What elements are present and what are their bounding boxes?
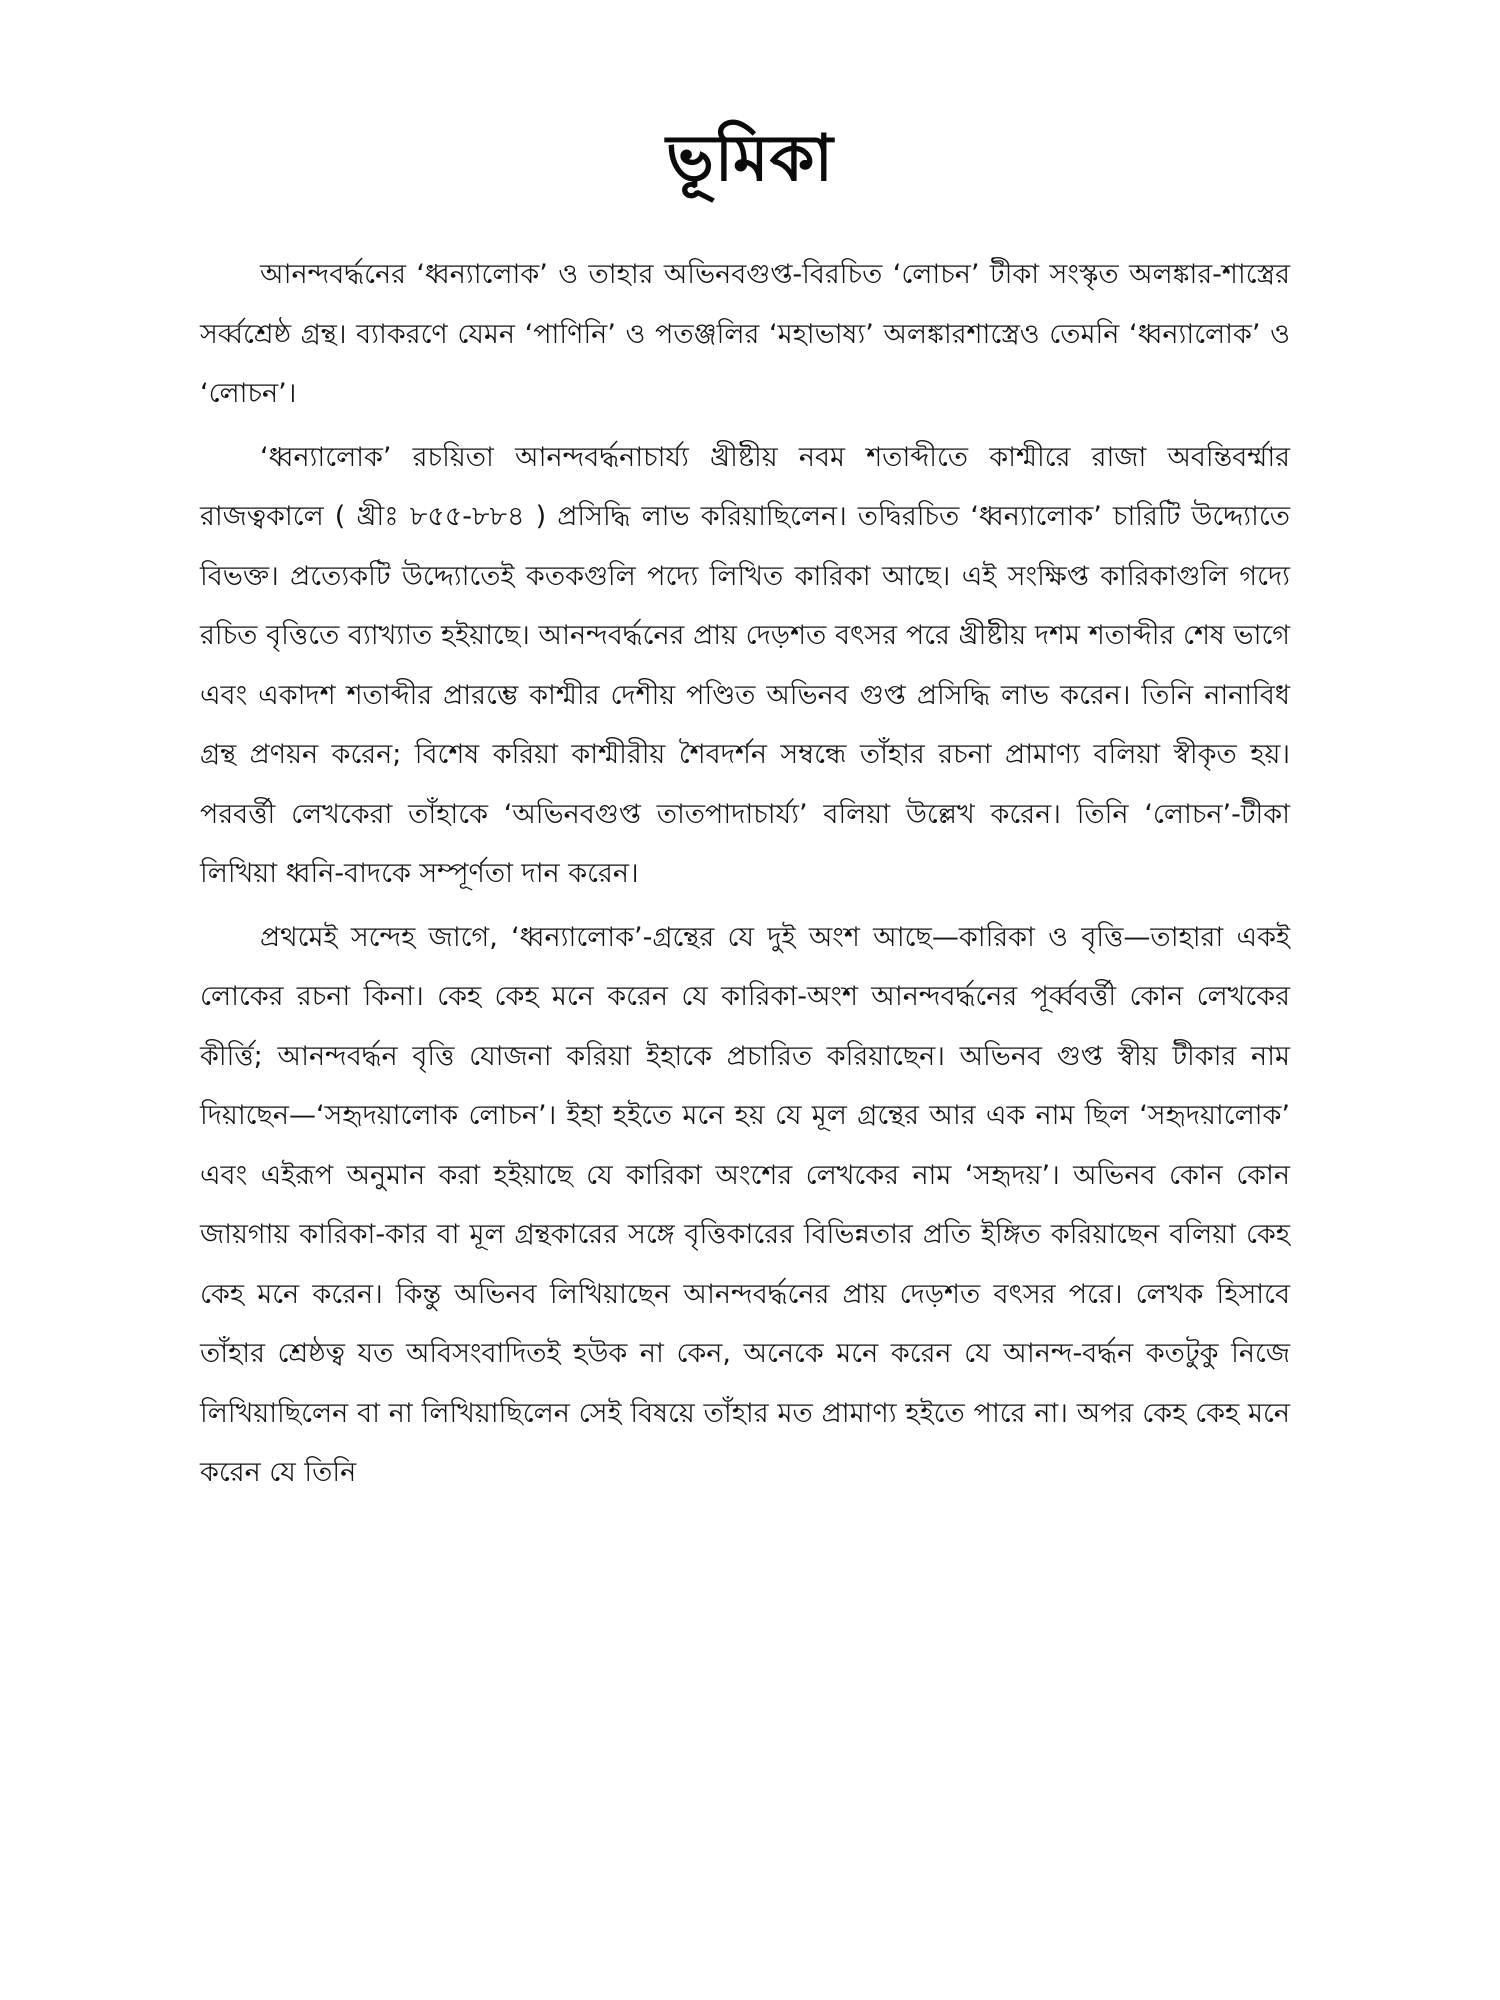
paragraph-3: প্রথমেই সন্দেহ জাগে, ‘ধ্বন্যালোক’-গ্রন্থের যে দুই অংশ আছে—কারিকা ও বৃত্তি—তাহারা একই লোকের রচনা কিনা। কেহ কেহ মনে করেন যে কারিকা-অংশ আনন্দবৰ্দ্ধনের পূর্ব্ববর্ত্তী কোন লেখকের কীর্ত্তি; আনন্দবৰ্দ্ধন বৃত্তি যোজনা করিয়া ইহাকে প্রচারিত করিয়াছেন। অভিনব গুপ্ত স্বীয় টীকার নাম দিয়াছেন—‘সহৃদয়ালোক লোচন’। ইহা হইতে মনে হয় যে মূল গ্রন্থের আর এক নাম ছিল ‘সহৃদয়ালোক’ এবং এইরূপ অনুমান করা হইয়াছে যে কারিকা অংশের লেখকের নাম ‘সহৃদয়’। অভিনব কোন কোন জায়গায় কারিকা-কার বা মূল গ্রন্থকারের সঙ্গে বৃত্তিকারের বিভিন্নতার প্রতি ইঙ্গিত করিয়াছেন বলিয়া কেহ কেহ মনে করেন। কিন্তু অভিনব লিখিয়াছেন আনন্দবৰ্দ্ধনের প্রায় দেড়শত বৎসর পরে। লেখক হিসাবে তাঁহার শ্রেষ্ঠত্ব যত অবিসংবাদিতই হউক না কেন, অনেকে মনে করেন যে আনন্দ-বৰ্দ্ধন কতটুকু নিজে লিখিয়াছিলেন বা না লিখিয়াছিলেন সেই বিষয়ে তাঁহার মত প্রামাণ্য হইতে পারে না। অপর কেহ কেহ মনে করেন যে তিনি	[200, 921, 1290, 1488]
paragraph-2: ‘ধ্বন্যালোক’ রচয়িতা আনন্দবৰ্দ্ধনাচার্য্য খ্রীষ্টীয় নবম শতাব্দীতে কাশ্মীরে রাজা অবন্তিবর্ম্মার রাজত্বকালে ( খ্রীঃ ৮৫৫-৮৮৪ ) প্রসিদ্ধি লাভ করিয়াছিলেন। তদ্বিরচিত ‘ধ্বন্যালোক’ চারিটি উদ্দ্যোতে বিভক্ত। প্রত্যেকটি উদ্দ্যোতেই কতকগুলি পদ্যে লিখিত কারিকা আছে। এই সংক্ষিপ্ত কারিকাগুলি গদ্যে রচিত বৃত্তিতে ব্যাখ্যাত হইয়াছে। আনন্দবৰ্দ্ধনের প্রায় দেড়শত বৎসর পরে খ্রীষ্টীয় দশম শতাব্দীর শেষ ভাগে এবং একাদশ শতাব্দীর প্রারম্ভে কাশ্মীর দেশীয় পণ্ডিত অভিনব গুপ্ত প্রসিদ্ধি লাভ করেন। তিনি নানাবিধ গ্রন্থ প্রণয়ন করেন; বিশেষ করিয়া কাশ্মীরীয় শৈবদর্শন সম্বন্ধে তাঁহার রচনা প্রামাণ্য বলিয়া স্বীকৃত হয়। পরবর্ত্তী লেখকেরা তাঁহাকে ‘অভিনবগুপ্ত তাতপাদাচার্য্য’ বলিয়া উল্লেখ করেন। তিনি ‘লোচন’-টীকা লিখিয়া ধ্বনি-বাদকে সম্পূর্ণতা দান করেন।	[200, 441, 1290, 889]
page-title: ভূমিকা	[666, 122, 834, 196]
paragraph-1: আনন্দবৰ্দ্ধনের ‘ধ্বন্যালোক’ ও তাহার অভিনবগুপ্ত-বিরচিত ‘লোচন’ টীকা সংস্কৃত অলঙ্কার-শাস্ত্রের সর্ব্বশ্রেষ্ঠ গ্রন্থ। ব্যাকরণে যেমন ‘পাণিনি’ ও পতঞ্জলির ‘মহাভাষ্য’ অলঙ্কারশাস্ত্রেও তেমনি ‘ধ্বন্যালোক’ ও ‘লোচন’।	[200, 259, 1290, 409]
body-text	[200, 245, 1290, 1507]
